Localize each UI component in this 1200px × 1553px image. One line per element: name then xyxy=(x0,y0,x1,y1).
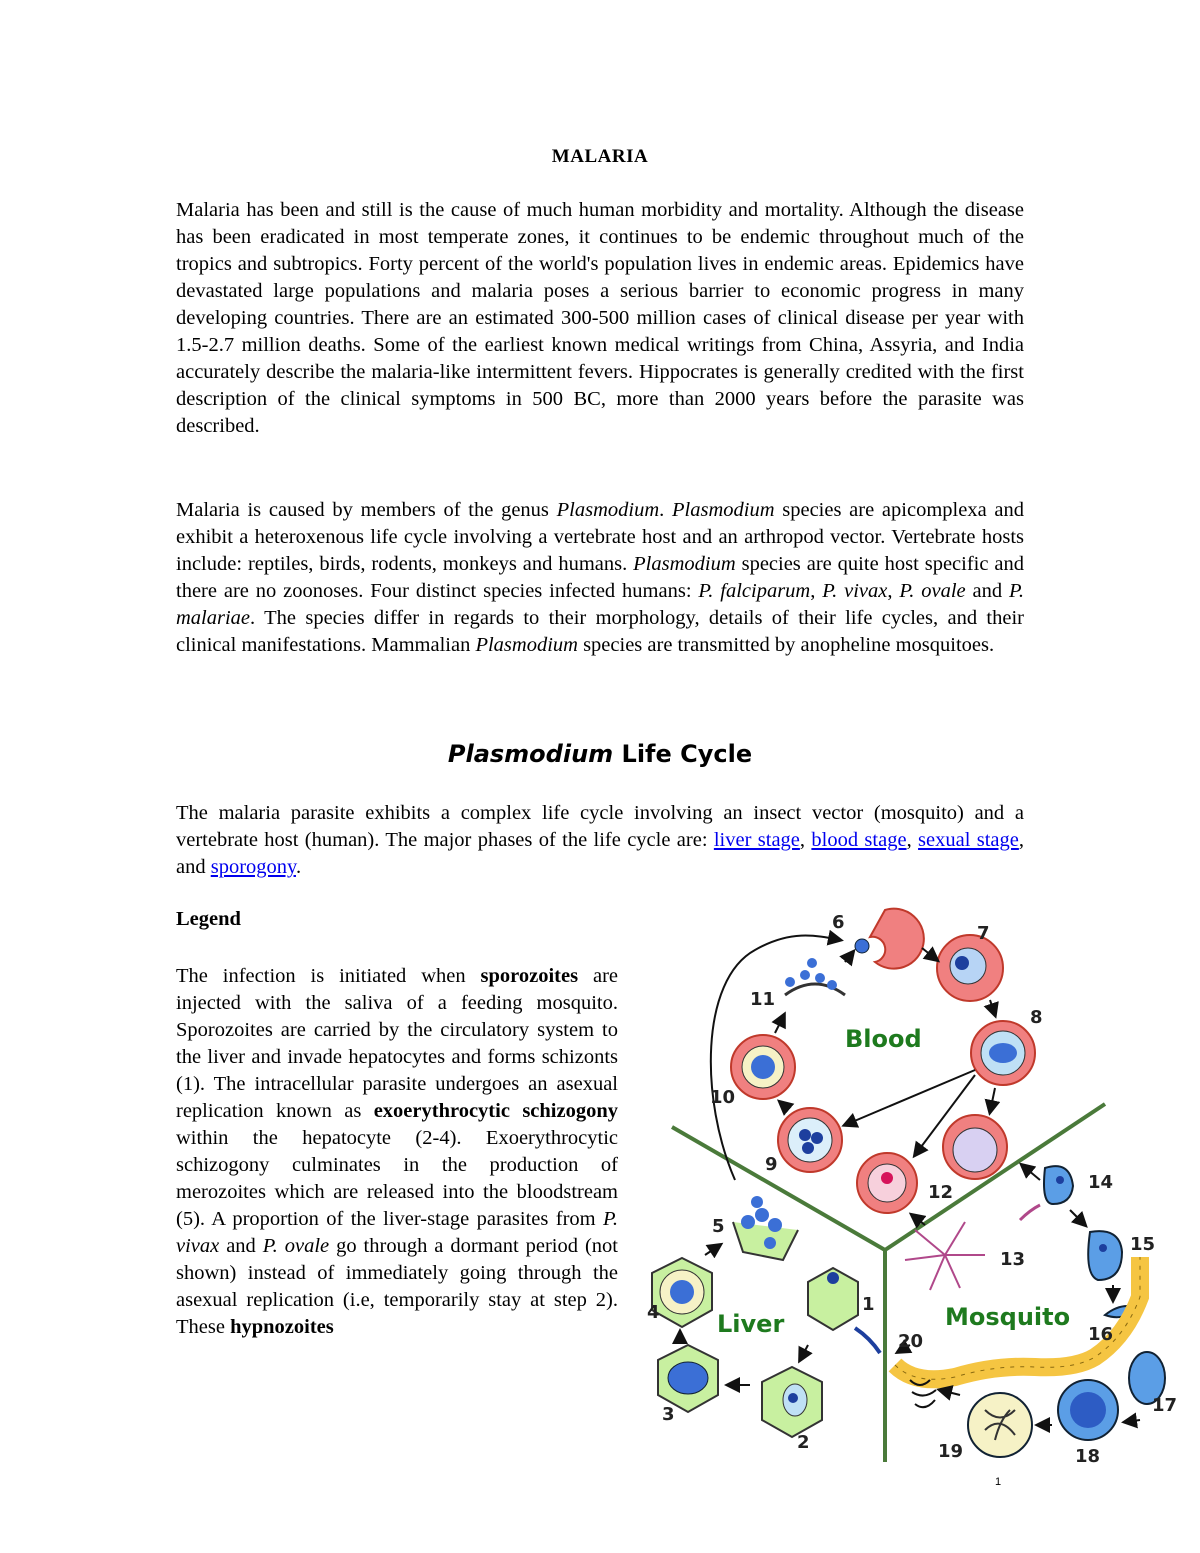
flagellum xyxy=(915,1230,945,1255)
text: Malaria is caused by members of the genus xyxy=(176,499,557,521)
merozoite xyxy=(785,977,795,987)
text: species are apicomplexa and exhibit a heteroxenous life cycle involving a vertebrate host and an arthropod vector. Vertebrate hosts include: reptiles, birds, rodents, monkeys and humans. xyxy=(176,499,1025,575)
merozoite xyxy=(827,980,837,990)
schizont-10 xyxy=(751,1055,775,1079)
heading-rest: Life Cycle xyxy=(613,740,753,768)
gametocyte xyxy=(953,1128,997,1172)
page-title: MALARIA xyxy=(551,146,649,167)
sporoblasts xyxy=(1070,1392,1106,1428)
arrow xyxy=(990,1088,995,1112)
merozoite xyxy=(768,1218,782,1232)
genus-name: Plasmodium xyxy=(556,499,660,521)
flagellum xyxy=(930,1255,945,1290)
step-label-3: 3 xyxy=(662,1404,675,1425)
arrow xyxy=(912,1215,925,1225)
text: are injected with the saliva of a feeding mosquito. Sporozoites are carried by the circulatory system to the liver and invade hepatocytes and forms schizonts (1). The intracellular parasite undergoes an asexual replication known as xyxy=(176,965,619,1122)
zygote-14 xyxy=(1044,1166,1073,1204)
species-name: P. ovale xyxy=(262,1235,330,1257)
nucleus xyxy=(1056,1176,1064,1184)
arrow xyxy=(780,1102,787,1108)
step-label-13: 13 xyxy=(1000,1249,1026,1270)
arrow xyxy=(705,1245,720,1255)
cause-paragraph xyxy=(176,497,1024,659)
arrow xyxy=(775,1015,784,1033)
ookinete-15 xyxy=(1088,1231,1122,1280)
text: and xyxy=(965,580,1009,602)
text: species are quite host specific and there are no zoonoses. Four distinct species infected humans: xyxy=(176,553,1024,602)
step-label-14: 14 xyxy=(1088,1172,1114,1193)
step-label-4: 4 xyxy=(647,1302,660,1323)
text: . xyxy=(295,856,302,878)
text: and xyxy=(219,1235,263,1257)
step-label-2: 2 xyxy=(797,1432,810,1453)
flagellum xyxy=(945,1222,965,1255)
section-heading xyxy=(176,740,1024,768)
text: species are transmitted by anopheline mosquitoes. xyxy=(577,634,995,656)
link-liver-stage[interactable]: liver stage xyxy=(713,829,800,851)
merozoite xyxy=(751,1196,763,1208)
merozoite xyxy=(807,958,817,968)
step-label-7: 7 xyxy=(977,923,990,944)
arrow xyxy=(1070,1210,1085,1225)
species-name: P. malariae xyxy=(176,580,1024,629)
exflagellation-13 xyxy=(905,1222,985,1290)
intro-paragraph: Malaria has been and still is the cause of much human morbidity and mortality. Although the disease has been eradicated in most temperate zones, it continues to be endemic throughout much of the tropics and subtropics. Forty percent of the world's population lives in endemic areas. Epidemics have devastated large populations and malaria poses a serious barrier to economic progress in many developing countries. There are an estimated 300-500 million cases of clinical disease per year with 1.5-2.7 million deaths. Some of the earliest known medical writings from China, Assyria, and India accurately describe the malaria-like intermittent fevers. Hippocrates is generally credited with the first description of the clinical symptoms in 500 BC, more than 2000 years before the parasite was described. xyxy=(176,199,1024,437)
bold-term: exoerythrocytic schizogony xyxy=(373,1100,618,1122)
text: , xyxy=(906,829,919,851)
sporozoite-entering xyxy=(855,1328,880,1353)
merozoite xyxy=(800,970,810,980)
bold-term: sporozoites xyxy=(480,965,579,987)
genus-name: Plasmodium xyxy=(672,499,775,521)
heading-italic: Plasmodium xyxy=(447,740,614,768)
nucleus-7 xyxy=(955,956,969,970)
step-label-12: 12 xyxy=(928,1182,954,1203)
ring-9 xyxy=(788,1118,832,1162)
arrow xyxy=(990,1000,995,1015)
species-name: P. ovale xyxy=(899,580,966,602)
sporozoite-1 xyxy=(827,1272,839,1284)
step-label-19: 19 xyxy=(938,1441,964,1462)
arrow xyxy=(800,1345,808,1360)
text: , and xyxy=(176,829,1025,878)
link-blood-stage[interactable]: blood stage xyxy=(811,829,907,851)
step-label-15: 15 xyxy=(1130,1234,1156,1255)
text: within the hepatocyte (2-4). Exoerythrocytic schizogony culminates in the production of merozoites which are released into the bloodstream (5). A proportion of the liver-stage parasites from xyxy=(176,1127,618,1230)
step-label-8: 8 xyxy=(1030,1007,1043,1028)
arrow xyxy=(922,948,937,960)
text: , xyxy=(887,580,900,602)
step-label-11: 11 xyxy=(750,989,776,1010)
nucleus xyxy=(1099,1244,1107,1252)
nucleus xyxy=(811,1132,823,1144)
merozoite xyxy=(755,1208,769,1222)
merozoite xyxy=(741,1215,755,1229)
flagellum xyxy=(945,1255,960,1288)
arrow xyxy=(940,1390,960,1395)
step-label-10: 10 xyxy=(710,1087,736,1108)
flagellum xyxy=(905,1255,945,1260)
text: . xyxy=(659,499,673,521)
merozoite xyxy=(815,973,825,983)
text: , xyxy=(810,580,823,602)
gamete xyxy=(1020,1205,1040,1220)
step-label-17: 17 xyxy=(1152,1395,1178,1416)
merozoite-6 xyxy=(855,939,869,953)
arrow xyxy=(1125,1420,1140,1422)
page-number: 1 xyxy=(995,1476,1002,1488)
schizont-3 xyxy=(668,1362,708,1394)
step-label-16: 16 xyxy=(1088,1324,1114,1345)
arrow xyxy=(845,1070,975,1125)
rbc-cell-6 xyxy=(870,909,924,969)
species-name: P. vivax xyxy=(176,1208,618,1257)
lifecycle-paragraph xyxy=(176,800,1024,881)
nucleus xyxy=(799,1129,811,1141)
region-label-mosquito: Mosquito xyxy=(945,1303,1071,1331)
text: , xyxy=(799,829,812,851)
merozoite xyxy=(764,1237,776,1249)
link-sexual-stage[interactable]: sexual stage xyxy=(918,829,1019,851)
plasmodium-lifecycle-diagram xyxy=(640,895,1178,1505)
genus-name: Plasmodium xyxy=(475,634,578,656)
genus-name: Plasmodium xyxy=(633,553,736,575)
bold-term: hypnozoites xyxy=(230,1316,334,1338)
legend-title: Legend xyxy=(176,908,241,930)
step-label-20: 20 xyxy=(898,1331,924,1352)
text: . The species differ in regards to their morphology, details of their life cycles, and their clinical manifestations. Mammalian xyxy=(176,607,1024,656)
gametocyte-nucleus xyxy=(881,1172,893,1184)
region-label-liver: Liver xyxy=(717,1310,785,1338)
step-label-1: 1 xyxy=(862,1294,875,1315)
arrow xyxy=(845,952,853,962)
step-label-9: 9 xyxy=(765,1154,778,1175)
step-label-18: 18 xyxy=(1075,1446,1101,1467)
text: go through a dormant period (not shown) instead of immediately going through the asexual replication (i.e, temporarily stay at step 2). These xyxy=(176,1235,618,1338)
link-sporogony[interactable]: sporogony xyxy=(210,856,296,878)
merozoites-4 xyxy=(670,1280,694,1304)
text: The malaria parasite exhibits a complex life cycle involving an insect vector (mosquito) and a vertebrate host (human). The major phases of the life cycle are: xyxy=(176,802,1024,851)
species-name: P. falciparum xyxy=(698,580,811,602)
step-label-6: 6 xyxy=(832,912,845,933)
text: The infection is initiated when xyxy=(176,965,481,987)
trophozoite-8 xyxy=(989,1043,1017,1063)
nucleus xyxy=(788,1393,798,1403)
arrow xyxy=(1022,1165,1040,1180)
legend-paragraph xyxy=(176,963,618,1341)
region-label-blood: Blood xyxy=(845,1025,922,1053)
step-label-5: 5 xyxy=(712,1216,725,1237)
species-name: P. vivax xyxy=(822,580,888,602)
nucleus xyxy=(802,1142,814,1154)
